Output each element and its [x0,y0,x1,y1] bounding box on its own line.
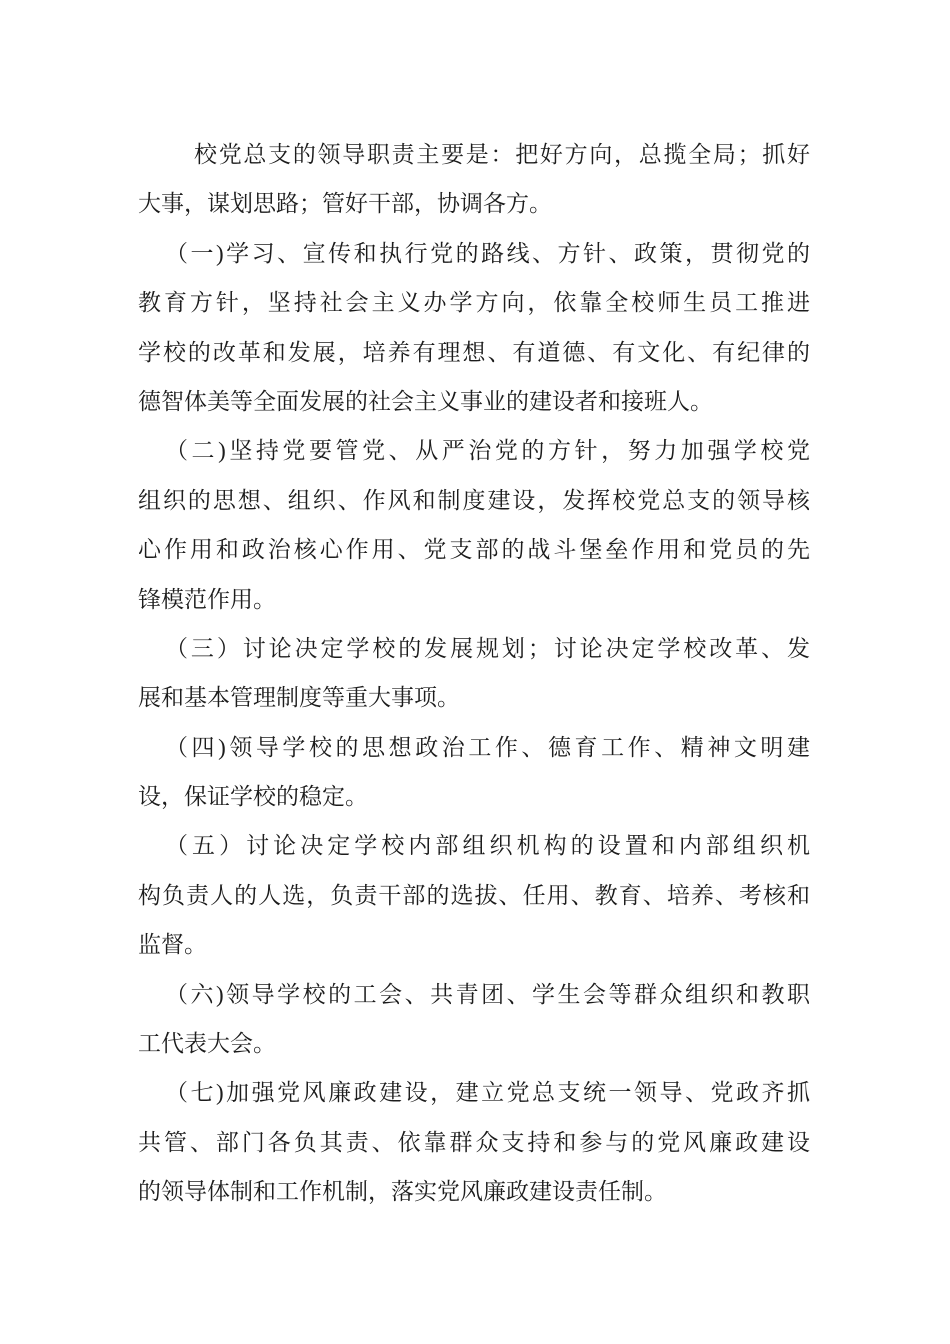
text-line: 的领导体制和工作机制，落实党风廉政建设责任制。 [138,1179,667,1205]
text-line: （三）讨论决定学校的发展规划；讨论决定学校改革、发 [165,635,810,661]
text-line: 教育方针，坚持社会主义办学方向，依靠全校师生员工推进 [138,290,810,316]
text-line: （二)坚持党要管党、从严治党的方针，努力加强学校党 [165,438,810,464]
text-line: 大事，谋划思路；管好干部，协调各方。 [138,191,552,217]
text-line: 展和基本管理制度等重大事项。 [138,685,460,711]
text-line: 工代表大会。 [138,1031,276,1057]
document-body [138,130,810,1217]
text-line: （四)领导学校的思想政治工作、德育工作、精神文明建 [165,734,810,760]
text-line: 监督。 [138,932,207,958]
text-line: （七)加强党风廉政建设，建立党总支统一领导、党政齐抓 [165,1080,810,1106]
text-line: 学校的改革和发展，培养有理想、有道德、有文化、有纪律的 [138,339,810,365]
text-line: 锋模范作用。 [138,586,276,612]
text-line: （五）讨论决定学校内部组织机构的设置和内部组织机 [165,833,810,859]
text-line: 心作用和政治核心作用、党支部的战斗堡垒作用和党员的先 [138,537,810,563]
text-line: 设，保证学校的稳定。 [138,784,368,810]
text-line: 构负责人的人选，负责干部的选拔、任用、教育、培养、考核和 [138,882,810,908]
text-line: （一)学习、宣传和执行党的路线、方针、政策，贯彻党的 [165,240,810,266]
text-line: 组织的思想、组织、作风和制度建设，发挥校党总支的领导核 [138,487,810,513]
text-line: 校党总支的领导职责主要是：把好方向，总揽全局；抓好 [194,142,810,167]
text-line: 德智体美等全面发展的社会主义事业的建设者和接班人。 [138,388,713,414]
text-line: 共管、部门各负其责、依靠群众支持和参与的党风廉政建设 [138,1129,810,1155]
text-line: （六)领导学校的工会、共青团、学生会等群众组织和教职 [165,981,810,1007]
